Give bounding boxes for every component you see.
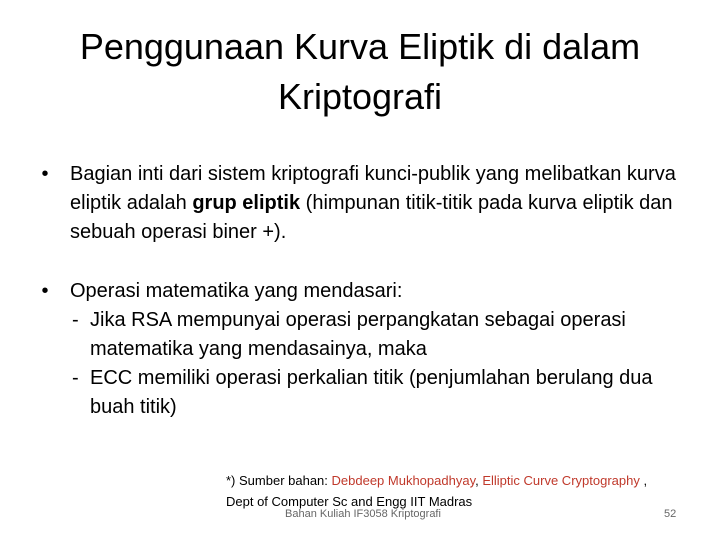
footer-course-label: Bahan Kuliah IF3058 Kriptografi: [285, 508, 441, 520]
sub-item-text: Jika RSA mempunyai operasi perpangkatan sebagai operasi matematika yang mendasainya, maka: [90, 309, 626, 360]
slide-title-line-2: Kriptografi: [277, 76, 443, 117]
slide-title-line-1: Penggunaan Kurva Eliptik di dalam: [79, 26, 641, 67]
sub-item-dash: -: [72, 309, 79, 331]
bullet-marker: •: [41, 163, 49, 185]
sub-item-text: ECC memiliki operasi perkalian titik (penjumlahan berulang dua buah titik): [90, 367, 653, 418]
bullet-item-operation: [30, 277, 680, 422]
bullet-bold-term: grup eliptik: [192, 192, 301, 214]
bullet-marker: •: [41, 280, 49, 302]
footnote-separator: ,: [475, 473, 483, 488]
footnote-line-2: Dept of Computer Sc and Engg IIT Madras: [226, 494, 473, 509]
footnote-prefix: *) Sumber bahan:: [226, 473, 332, 488]
source-footnote: [226, 470, 716, 512]
footnote-suffix: ,: [639, 473, 648, 488]
footer-page-number: 52: [664, 508, 677, 520]
sub-item-ecc: [72, 364, 680, 422]
footnote-author: Debdeep Mukhopadhyay: [331, 473, 476, 488]
footnote-line-1: [226, 470, 716, 491]
slide-title: [40, 22, 680, 122]
bullet-item-core: [30, 160, 680, 247]
bullet-text-start: Bagian inti dari sistem kriptografi kunci-publik yang melibatkan kurva eliptik adalah: [70, 163, 676, 214]
bullet-list: [30, 160, 680, 422]
sub-item-dash: -: [72, 367, 79, 389]
footnote-work-title: Elliptic Curve Cryptography: [482, 473, 640, 488]
bullet-text: Operasi matematika yang mendasari:: [70, 280, 403, 302]
bullet-text-end: (himpunan titik-titik pada kurva eliptik dan sebuah operasi biner +).: [70, 192, 673, 243]
sub-item-rsa: [72, 306, 680, 364]
